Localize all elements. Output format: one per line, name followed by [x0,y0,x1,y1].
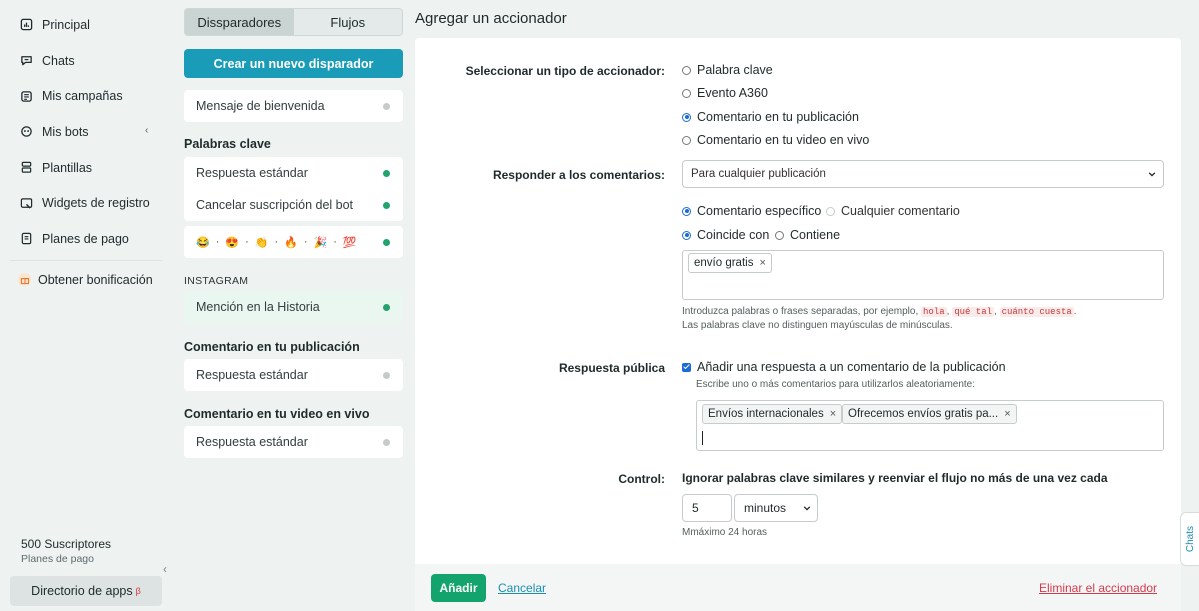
post-comment-section-title: Comentario en tu publicación [184,340,360,354]
status-dot [383,202,390,209]
radio-any-comment[interactable] [826,204,960,218]
cancel-link[interactable]: Cancelar [498,581,547,595]
chevron-down-icon [1148,170,1156,178]
emoji: 😂 [196,236,210,249]
emoji-keyword-item[interactable] [184,226,403,258]
tag-label: Envíos internacionales [708,408,824,420]
radio-circle [682,136,691,145]
item-label: Respuesta estándar [196,368,308,382]
gift-icon [18,273,31,286]
sidebar-item-bonus[interactable] [0,262,172,298]
emoji: 🎉 [313,236,328,249]
live-comment-card [184,426,403,458]
checkbox-box [682,363,691,372]
subscriber-info [21,537,111,565]
emoji-card [184,226,403,258]
campaign-icon [20,90,33,103]
sidebar-item-label: Widgets de registro [42,196,150,211]
sidebar-item-label: Plantillas [42,160,93,175]
sidebar-item-label: Mis campañas [42,89,123,104]
radio-label: Comentario en tu publicación [697,110,859,124]
radio-circle [775,231,784,240]
radio-specific-comment[interactable] [682,204,821,218]
keywords-card [184,157,403,221]
radio-exact-match[interactable] [682,228,769,242]
interval-unit-select[interactable] [734,494,818,522]
item-label: Cancelar suscripción del bot [196,198,354,212]
emoji: 🔥 [284,236,298,249]
item-label: Respuesta estándar [196,435,308,449]
sidebar-item-templates[interactable] [0,150,172,186]
radio-circle [682,66,691,75]
sidebar-item-label: Planes de pago [42,231,129,246]
live-comment-section-title: Comentario en tu video en vivo [184,407,370,421]
radio-label: Cualquier comentario [841,204,960,218]
select-value: Para cualquier publicación [691,168,826,180]
respond-comments-label: Responder a los comentarios: [492,168,665,182]
example-code: cuánto cuesta [1001,307,1072,317]
widget-icon [20,197,33,210]
remove-tag-icon[interactable]: × [759,257,766,269]
keywords-tag-input[interactable] [682,250,1164,300]
tab-flows[interactable]: Flujos [294,9,403,35]
item-label: Mensaje de bienvenida [196,99,325,113]
reply-tag [842,404,1017,424]
select-value: minutos [744,501,787,515]
status-dot [383,439,390,446]
radio-a360-event[interactable] [682,86,768,100]
keyword-item[interactable] [184,157,403,189]
triggers-tabs [184,8,403,36]
apps-directory-label: Directorio de apps [31,584,133,598]
sidebar-item-widgets[interactable] [0,185,172,221]
create-trigger-button[interactable]: Crear un nuevo disparador [184,49,403,78]
sidebar [0,0,172,611]
item-label: Respuesta estándar [196,166,308,180]
keyword-hint: Introduzca palabras o frases separadas, por ejemplo, hola , qué tal , cuánto cuesta . [682,306,1077,317]
public-reply-tag-input[interactable] [696,400,1164,451]
reply-tag [702,404,842,424]
apps-directory-button[interactable] [10,576,162,606]
radio-circle [682,231,691,240]
radio-live-comment[interactable] [682,133,869,147]
status-dot [383,103,390,110]
interval-input[interactable]: 5 [682,494,732,522]
sidebar-item-label: Chats [42,53,75,68]
sidebar-item-payment[interactable] [0,221,172,257]
radio-circle [682,89,691,98]
example-code: qué tal [954,307,993,317]
sidebar-item-label: Principal [42,17,90,32]
welcome-card [184,90,403,122]
status-dot [383,372,390,379]
story-mention-item[interactable] [184,291,403,323]
separator: · [333,236,337,248]
checkbox-label: Añadir una respuesta a un comentario de la publicación [697,360,1006,374]
hint-text: Introduzca palabras o frases separadas, por ejemplo, [682,306,919,317]
example-code: hola [923,307,945,317]
chevron-down-icon [803,504,811,512]
post-comment-item[interactable] [184,359,403,391]
chat-icon [20,54,33,67]
radio-circle [682,113,691,122]
control-label: Control: [618,472,665,486]
status-dot [383,170,390,177]
tag-label: envío gratis [694,257,754,269]
emoji: 💯 [342,236,357,249]
item-label: Mención en la Historia [196,300,320,314]
sidebar-item-campaigns[interactable] [0,78,172,114]
radio-label: Evento A360 [697,86,768,100]
separator: · [215,236,220,248]
text-cursor [702,431,703,445]
chats-tab-label: Chats [1184,525,1196,553]
collapse-sidebar-icon[interactable]: ‹ [163,562,167,576]
post-comment-card [184,359,403,391]
emoji: 😍 [225,236,240,249]
radio-contains[interactable] [775,228,840,242]
public-reply-label: Respuesta pública [558,361,665,375]
keyword-case-hint: Las palabras clave no distinguen mayúsculas de minúsculas. [682,320,953,331]
remove-tag-icon[interactable]: × [1004,408,1011,420]
instagram-section-title: INSTAGRAM [184,275,249,287]
page-title: Agregar un accionador [415,10,567,27]
status-dot [383,239,390,246]
radio-label: Comentario en tu video en vivo [697,133,870,147]
status-dot [383,304,390,311]
chevron-left-icon: ‹ [145,125,149,137]
public-reply-checkbox[interactable] [682,360,1006,374]
interval-hint: Mmáximo 24 horas [682,527,768,538]
trigger-type-label: Seleccionar un tipo de accionador: [465,64,665,78]
tag-label: Ofrecemos envíos gratis pa... [848,408,999,420]
delete-trigger-link[interactable]: Eliminar el accionador [1039,581,1158,595]
bot-icon [20,125,33,138]
live-comment-item[interactable] [184,426,403,458]
sidebar-item-principal[interactable] [0,7,172,43]
radio-label: Coincide con [697,228,770,242]
keyword-item[interactable] [184,189,403,221]
remove-tag-icon[interactable]: × [829,408,837,420]
separator: · [274,236,279,248]
instagram-card [184,291,403,323]
radio-post-comment[interactable] [682,110,859,124]
welcome-message-item[interactable] [184,90,403,122]
template-icon [20,161,33,174]
beta-badge: β [135,586,141,596]
radio-label: Comentario específico [697,204,822,218]
sidebar-item-label: Mis bots [42,124,89,139]
radio-label: Palabra clave [697,63,773,77]
public-reply-hint: Escribe uno o más comentarios para utilizarlos aleatoriamente: [696,379,976,390]
publication-select[interactable] [682,160,1164,188]
tab-triggers[interactable]: Disspara​dores [185,9,294,35]
radio-circle [682,207,691,216]
separator: · [245,236,249,248]
sidebar-item-bots[interactable] [0,114,172,150]
separator: · [303,236,308,248]
control-description: Ignorar palabras clave similares y reenviar el flujo no más de una vez cada [682,471,1108,485]
dashboard-icon [20,18,33,31]
add-button[interactable]: Añadir [431,574,486,602]
radio-label: Contiene [790,228,841,242]
payment-icon [20,232,33,245]
sidebar-item-label: Obtener bonificación [38,272,153,287]
emoji: 👏 [254,236,269,249]
keyword-tag [688,253,772,273]
chats-side-tab[interactable] [1180,512,1199,566]
radio-keyword[interactable] [682,63,773,77]
subscriber-count: 500 Suscriptores [21,537,112,551]
plan-name: Planes de pago [21,553,94,565]
keywords-section-title: Palabras clave [184,137,271,151]
sidebar-item-chats[interactable] [0,43,172,79]
radio-circle [826,207,835,216]
